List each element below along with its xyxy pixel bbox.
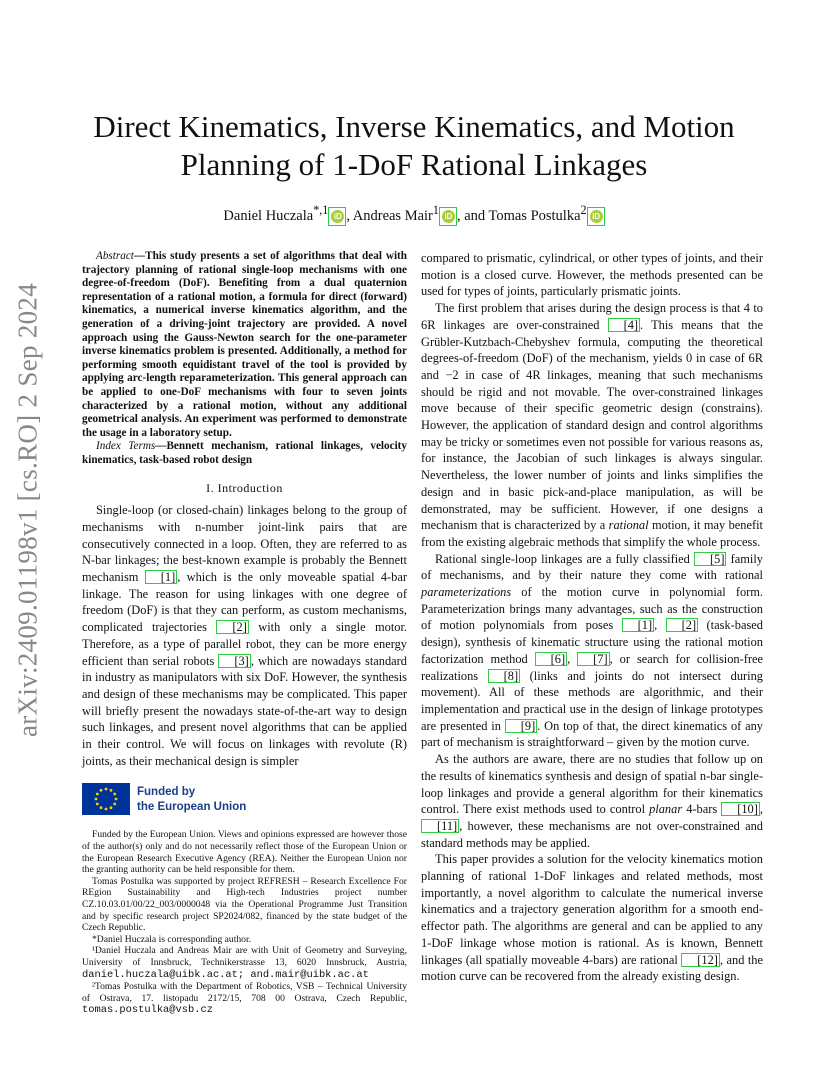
text-run: , bbox=[567, 651, 578, 666]
eu-funding-logo bbox=[82, 783, 407, 821]
index-terms-text: —Bennett mechanism, rational linkages, velocity kinematics, task-based robot design bbox=[82, 440, 407, 466]
orcid-icon: iD bbox=[331, 210, 344, 223]
text-run: , however, these mechanisms are not over-constrained and standard methods may be applied. bbox=[421, 818, 763, 850]
intro-paragraph-1 bbox=[82, 502, 407, 769]
abstract-label: Abstract bbox=[96, 250, 134, 262]
orcid-link-1[interactable] bbox=[328, 207, 346, 226]
author-3-name: , and Tomas Postulka bbox=[456, 207, 581, 224]
emphasis: planar bbox=[649, 802, 683, 817]
citation-link[interactable]: [9] bbox=[505, 719, 537, 733]
footnote-affiliation-2 bbox=[82, 981, 407, 1017]
intro-paragraph-continued: compared to prismatic, cylindrical, or other types of joints, and their motion is a closed curve. However, the methods presented can be used for types of joints, particularly prismatic joints. bbox=[421, 251, 763, 299]
text-run: ¹Daniel Huczala and Andreas Mair are with Unit of Geometry and Surveying, University of Innsbruck, Technikerstrasse 13, 6020 Innsbruck, Austria, bbox=[82, 945, 407, 968]
orcid-link-3[interactable] bbox=[587, 207, 605, 226]
text-run: family of mechanisms, and by their nature they come with rational bbox=[421, 551, 763, 583]
orcid-icon: iD bbox=[442, 210, 455, 223]
author-2-affiliation: 1 bbox=[432, 203, 439, 217]
text-run: with only a single motor. Therefore, as a type of parallel robot, they can be more energy efficient than serial robots bbox=[82, 620, 407, 668]
eu-line-2: the European Union bbox=[137, 801, 247, 814]
text-run: The first problem that arises during the design process is that 4 to 6R linkages are over-constrained bbox=[421, 301, 763, 332]
text-run: , or search for collision-free realizations bbox=[421, 651, 763, 683]
citation-link[interactable]: [2] bbox=[216, 620, 248, 634]
intro-paragraph-2 bbox=[421, 300, 763, 551]
abstract bbox=[82, 250, 407, 440]
text-run: , bbox=[759, 802, 763, 817]
text-run: of the motion curve in polynomial form. Parameterization brings many advantages, such as the construction of motion polynomials from poses bbox=[421, 585, 763, 633]
citation-link[interactable]: [2] bbox=[666, 618, 698, 632]
paper-title bbox=[60, 108, 768, 184]
citation-link[interactable]: [6] bbox=[535, 652, 567, 666]
citation-link[interactable]: [1] bbox=[622, 618, 654, 632]
text-run: ²Tomas Postulka with the Department of Robotics, VSB – Technical University of Ostrava, 17. listopadu 2172/15, 708 00 Ostrava, Czech Republic, bbox=[82, 981, 407, 1004]
emphasis: parameterizations bbox=[421, 585, 512, 600]
abstract-text: —This study presents a set of algorithms that deal with trajectory planning of rational single-loop mechanisms with one degree-of-freedom (DoF). Benefiting from a dual quaternion representation of a rational motion, a formula for direct (forward) kinematics, a numerical inverse kinematics algorithm, and the generation of a driving-joint trajectory are provided. A novel approach using the Gauss-Newton search for the one-parameter inverse kinematics problem is presented. Additionally, a method for performing smooth equidistant travel of the tool is provided by applying arc-length reparameterization. This general approach can be applied to one-DoF mechanisms with four to seven joints characterized by a rational motion, without any additional geometrical analysis. An experiment was performed to demonstrate the usage in a laboratory setup. bbox=[82, 250, 407, 439]
text-run: , which are nowadays standard in industry as manipulators with six DoF. However, the synthesis and design of these mechanisms may be complicated. This paper will briefly present the nowadays state-of-the-art way to design such linkages, and present novel algorithms that can be applied in their control. We will focus on linkages with revolute (R) joints, as their mechanical design is simpler bbox=[82, 653, 407, 768]
intro-paragraph-4 bbox=[421, 751, 763, 851]
index-terms bbox=[82, 440, 407, 467]
footnote-funding: Funded by the European Union. Views and opinions expressed are however those of the author(s) only and do not necessarily reflect those of the European Union or the European Research Executive Agency (REA). Neither the European Union nor the granting authority can be held responsible for them. bbox=[82, 829, 407, 876]
citation-link[interactable]: [5] bbox=[694, 552, 726, 566]
email-link-2[interactable]: tomas.postulka@vsb.cz bbox=[82, 1004, 213, 1017]
intro-paragraph-3 bbox=[421, 551, 763, 751]
citation-link[interactable]: [11] bbox=[421, 819, 459, 833]
emphasis: rational bbox=[608, 518, 649, 533]
email-links-1[interactable]: daniel.huczala@uibk.ac.at; and.mair@uibk.ac.at bbox=[82, 968, 369, 981]
author-1-name: Daniel Huczala bbox=[223, 207, 314, 224]
footnote-corresponding: *Daniel Huczala is corresponding author. bbox=[92, 933, 252, 945]
text-run: (links and joints do not intersect during movement). All of these methods are algorithmic, and their implementation and practical use in the design of linkage prototypes are presented in bbox=[421, 668, 763, 733]
text-run: 4-bars bbox=[682, 802, 722, 817]
arxiv-identifier bbox=[4, 282, 52, 738]
left-column bbox=[82, 250, 407, 1017]
author-3-affiliation: 2 bbox=[580, 203, 587, 217]
text-run: , and the motion curve can be recovered from the already existing design. bbox=[421, 952, 763, 984]
citation-link[interactable]: [7] bbox=[577, 652, 609, 666]
index-terms-label: Index Terms bbox=[96, 440, 156, 453]
text-run: . On top of that, the direct kinematics of any part of mechanism is straightforward – given by the motion curve. bbox=[421, 718, 763, 750]
eu-line-1: Funded by bbox=[137, 786, 196, 799]
section-heading-introduction: I. Introduction bbox=[206, 480, 283, 495]
eu-funding-text bbox=[137, 785, 246, 815]
orcid-link-2[interactable] bbox=[439, 207, 457, 226]
title-line-2: Planning of 1-DoF Rational Linkages bbox=[180, 147, 648, 182]
text-run: Rational single-loop linkages are a fully classified bbox=[435, 551, 695, 566]
citation-link[interactable]: [10] bbox=[721, 802, 760, 816]
citation-link[interactable]: [1] bbox=[145, 570, 177, 584]
footnote-affiliation-1 bbox=[82, 945, 407, 981]
text-run: Single-loop (or closed-chain) linkages belong to the group of mechanisms with n-number joint-link pairs that are consecutively connected in a loop. Often, they are referred to as N-bar linkages; the best-known example is probably the Bennett mechanism bbox=[82, 503, 407, 585]
citation-link[interactable]: [12] bbox=[681, 953, 720, 967]
citation-link[interactable]: [4] bbox=[608, 318, 640, 332]
title-line-1: Direct Kinematics, Inverse Kinematics, and Motion bbox=[93, 109, 735, 144]
right-column bbox=[421, 250, 763, 985]
intro-paragraph-5 bbox=[421, 851, 763, 985]
author-2-name: , Andreas Mair bbox=[346, 207, 433, 224]
text-run: This paper provides a solution for the velocity kinematics motion planning of rational 1-DoF linkages and related methods, most importantly, a novel algorithm to calculate the numerical inverse kinematics and a trajectory generation algorithm for a smooth end-effector path. The algorithms are general and can be applied to any 1-DoF linkage whose motion is rational. As is known, Bennett linkages (all spatially moveable 4-bars) are rational bbox=[421, 852, 763, 967]
orcid-icon: iD bbox=[590, 210, 603, 223]
eu-flag-icon bbox=[82, 783, 130, 815]
citation-link[interactable]: [3] bbox=[218, 654, 250, 668]
author-list bbox=[60, 203, 768, 226]
author-1-affiliation: *,1 bbox=[313, 203, 329, 217]
text-run: , which is the only moveable spatial 4-bar linkage. The reason for using linkages with one degree of freedom (DoF) is that they can perform, as custom mechanisms, complicated trajectories bbox=[82, 570, 407, 635]
arxiv-identifier-text: arXiv:2409.01198v1 [cs.RO] 2 Sep 2024 bbox=[12, 282, 43, 738]
citation-link[interactable]: [8] bbox=[488, 669, 520, 683]
text-run: , bbox=[654, 618, 666, 633]
text-run: As the authors are aware, there are no studies that follow up on the results of kinematics synthesis and design of spatial n-bar single-loop linkages and provide a general algorithm for their kinematics control. There exist methods used to control bbox=[421, 752, 763, 817]
footnote-support: Tomas Postulka was supported by project REFRESH – Research Excellence For REgion Sustainability and High-tech Industries project number CZ.10.03.01/00/22_003/0000048 via the Operational Programme Just Transition and by specific research project SP2024/082, financed by the state budget of the Czech Republic. bbox=[82, 875, 407, 934]
footnotes bbox=[82, 829, 407, 1017]
text-run: motion, it may benefit from the existing algebraic methods that simplify the whole process. bbox=[421, 518, 764, 549]
text-run: . This means that the Grübler-Kutzbach-Chebyshev formula, computing the theoretical degrees-of-freedom (DoF) of the mechanism, yields 0 in case of 6R and −2 in case of 4R linkages, meaning that such mechanisms should be rigid and not movable. The over-constrained linkages move because of their specific geometric design (constrains). However, the application of standard design and control algorithms may be tricky or sometimes even not possible for various reasons as, for instance, the Jacobian of such linkages is always singular. Nevertheless, the lower number of joints and links simplifies the design and in basic pick-and-place manipulation, as will be demonstrated, may be sufficient. However, if one designs a mechanism that is characterized by a bbox=[421, 317, 763, 533]
text-run: (task-based design), synthesis of kinematic structure using the rational motion factorization method bbox=[421, 618, 763, 666]
